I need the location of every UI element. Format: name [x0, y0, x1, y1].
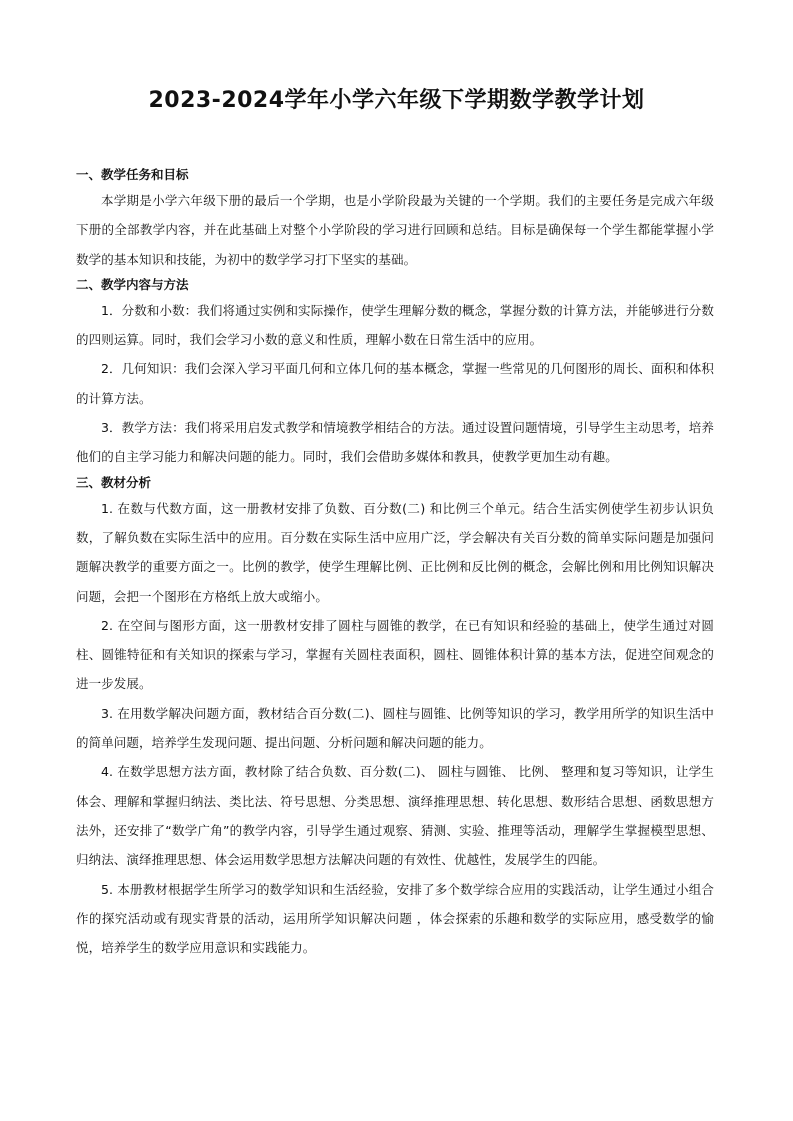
document-title: 2023-2024学年小学六年级下学期数学教学计划 [148, 88, 645, 113]
paragraph: 2. 在空间与图形方面，这一册教材安排了圆柱与圆锥的教学，在已有知识和经验的基础上，使学生通过对圆柱、圆锥特征和有关知识的探索与学习，掌握有关圆柱表面积，圆柱、圆锥体积计算的基本方法，促进空间观念的进一步发展。 [76, 617, 714, 692]
paragraph: 1．分数和小数：我们将通过实例和实际操作，使学生理解分数的概念，掌握分数的计算方法，并能够进行分数的四则运算。同时，我们会学习小数的意义和性质，理解小数在日常生活中的应用。 [76, 302, 714, 348]
paragraph: 2．几何知识：我们会深入学习平面几何和立体几何的基本概念，掌握一些常见的几何图形的周长、面积和体积的计算方法。 [76, 361, 714, 406]
section-heading: 一、教学任务和目标 [76, 167, 189, 182]
paragraph: 1. 在数与代数方面，这一册教材安排了负数、百分数(二) 和比例三个单元。结合生活实例使学生初步认识负数，了解负数在实际生活中的应用。百分数在实际生活中应用广泛，学会解决有关百分数的简单实际问题是加强问题解决教学的重要方面之一。比例的教学，使学生理解比例、正比例和反比例的概念，会解比例和用比例知识解决问题，会把一个图形在方格纸上放大或缩小。 [76, 500, 714, 604]
paragraph: 5. 本册教材根据学生所学习的数学知识和生活经验，安排了多个数学综合应用的实践活动，让学生通过小组合作的探究活动或有现实背景的活动，运用所学知识解决问题 ，体会探索的乐趣和数学的实际应用，感受数学的愉悦，培养学生的数学应用意识和实践能力。 [76, 881, 714, 956]
document-body [76, 164, 714, 962]
paragraph: 3. 在用数学解决问题方面，教材结合百分数(二)、圆柱与圆锥、比例等知识的学习，教学用所学的知识生活中的简单问题，培养学生发现问题、提出问题、分析问题和解决问题的能力。 [76, 705, 714, 751]
paragraph: 3．教学方法：我们将采用启发式教学和情境教学相结合的方法。通过设置问题情境，引导学生主动思考，培养他们的自主学习能力和解决问题的能力。同时，我们会借助多媒体和教具，使教学更加生动有趣。 [76, 420, 714, 465]
paragraph: 本学期是小学六年级下册的最后一个学期，也是小学阶段最为关键的一个学期。我们的主要任务是完成六年级下册的全部教学内容，并在此基础上对整个小学阶段的学习进行回顾和总结。目标是确保每一个学生都能掌握小学数学的基本知识和技能，为初中的数学学习打下坚实的基础。 [76, 193, 714, 267]
section-heading: 二、教学内容与方法 [76, 276, 189, 292]
section-heading: 三、教材分析 [76, 474, 152, 490]
paragraph: 4. 在数学思想方法方面，教材除了结合负数、百分数(二)、 圆柱与圆锥、 比例、 整理和复习等知识，让学生体会、理解和掌握归纳法、类比法、符号思想、分类思想、演绎推理思想、转化思想、数形结合思想、函数思想方法外，还安排了“数学广角”的教学内容，引导学生通过观察、猜测、实验、推理等活动，理解学生掌握模型思想、 归纳法、演绎推理思想、体会运用数学思想方法解决问题的有效性、优越性，发展学生的四能。 [76, 764, 714, 868]
